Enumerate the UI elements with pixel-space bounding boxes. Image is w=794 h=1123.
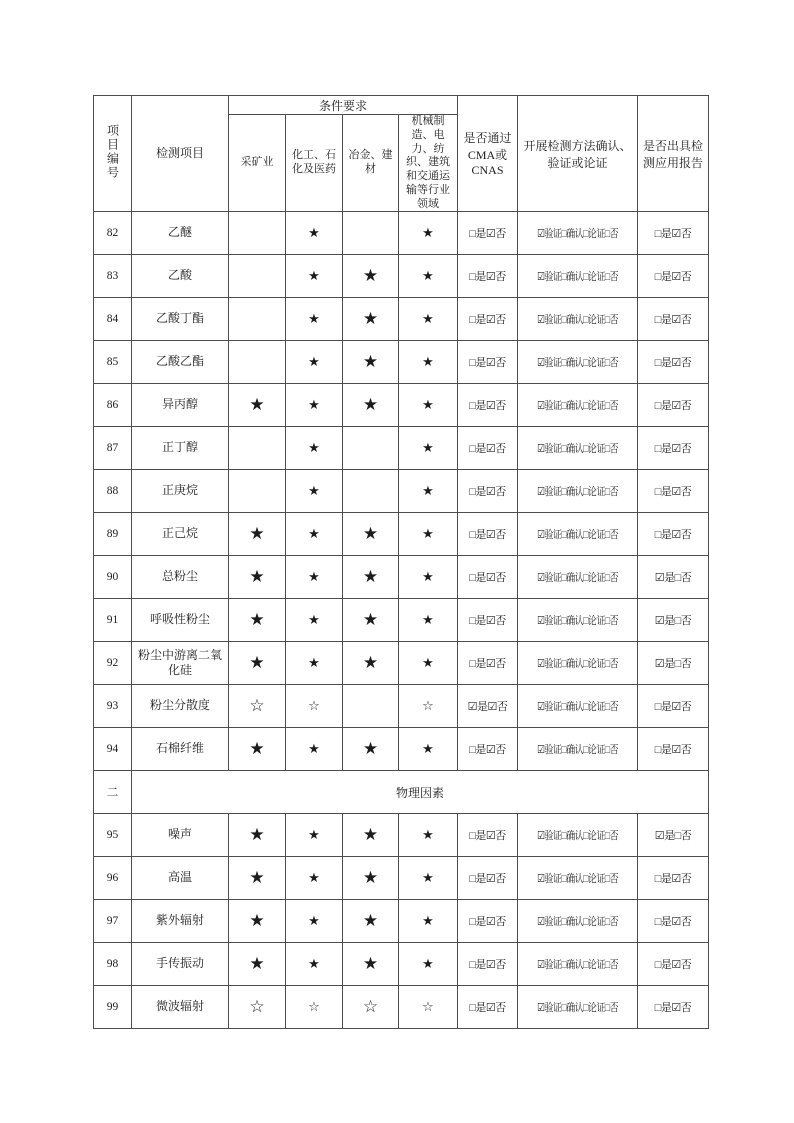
cell-industry-mining-star: ★ (229, 943, 286, 986)
cell-report-status: ☑是□否 (638, 556, 709, 599)
header-industry-metallurgy: 冶金、建材 (343, 115, 399, 212)
cell-report-status: □是☑否 (638, 857, 709, 900)
cell-method-status (518, 728, 638, 771)
cell-report-status: ☑是□否 (638, 642, 709, 685)
cell-project-no: 89 (94, 513, 132, 556)
cell-industry-mining-star: ★ (229, 642, 286, 685)
cell-project-no: 95 (94, 814, 132, 857)
cell-detection-item: 乙醚 (132, 212, 229, 255)
cell-cma-status: □是☑否 (458, 384, 518, 427)
cell-industry-machinery-star: ★ (399, 642, 458, 685)
cell-project-no: 90 (94, 556, 132, 599)
cell-project-no: 85 (94, 341, 132, 384)
cell-industry-mining-star (229, 470, 286, 513)
cell-method-status (518, 470, 638, 513)
cell-project-no: 97 (94, 900, 132, 943)
cell-cma-status: □是☑否 (458, 986, 518, 1029)
method-status-text: ☑验证□确认□论证□否 (536, 1002, 619, 1015)
table-row (94, 341, 709, 384)
cell-industry-mining-star: ☆ (229, 986, 286, 1029)
cell-report-status: □是☑否 (638, 728, 709, 771)
cell-industry-metallurgy-star (343, 685, 399, 728)
header-project-no (94, 96, 132, 212)
cell-project-no: 94 (94, 728, 132, 771)
method-status-text: ☑验证□确认□论证□否 (536, 830, 619, 843)
cell-method-status (518, 384, 638, 427)
cell-industry-metallurgy-star: ☆ (343, 986, 399, 1029)
table-row (94, 212, 709, 255)
header-industry-machinery: 机械制造、电力、纺织、建筑和交通运输等行业领域 (399, 115, 458, 212)
cell-project-no: 92 (94, 642, 132, 685)
cell-industry-metallurgy-star: ★ (343, 341, 399, 384)
cell-method-status (518, 599, 638, 642)
cell-report-status: □是☑否 (638, 470, 709, 513)
cell-detection-item: 石棉纤维 (132, 728, 229, 771)
cell-project-no: 84 (94, 298, 132, 341)
cell-industry-metallurgy-star: ★ (343, 599, 399, 642)
header-method-confirmation: 开展检测方法确认、验证或论证 (518, 96, 638, 212)
cell-method-status (518, 427, 638, 470)
table-row (94, 556, 709, 599)
cell-industry-metallurgy-star: ★ (343, 556, 399, 599)
cell-detection-item: 总粉尘 (132, 556, 229, 599)
cell-industry-machinery-star: ★ (399, 814, 458, 857)
section-row (94, 771, 709, 814)
cell-method-status (518, 642, 638, 685)
method-status-text: ☑验证□确认□论证□否 (536, 529, 619, 542)
cell-cma-status: □是☑否 (458, 900, 518, 943)
cell-report-status: ☑是□否 (638, 814, 709, 857)
cell-industry-chemical-star: ★ (286, 857, 343, 900)
cell-industry-machinery-star: ★ (399, 427, 458, 470)
cell-industry-chemical-star: ★ (286, 384, 343, 427)
table-row (94, 384, 709, 427)
cell-industry-chemical-star: ★ (286, 599, 343, 642)
cell-detection-item: 微波辐射 (132, 986, 229, 1029)
method-status-text: ☑验证□确认□论证□否 (536, 228, 619, 241)
cell-detection-item: 噪声 (132, 814, 229, 857)
cell-industry-metallurgy-star (343, 470, 399, 513)
cell-industry-machinery-star: ★ (399, 341, 458, 384)
cell-project-no: 98 (94, 943, 132, 986)
cell-cma-status: □是☑否 (458, 943, 518, 986)
cell-method-status (518, 298, 638, 341)
table-row (94, 642, 709, 685)
cell-report-status: □是☑否 (638, 943, 709, 986)
method-status-text: ☑验证□确认□论证□否 (536, 314, 619, 327)
header-row-top (94, 96, 709, 115)
table-row (94, 900, 709, 943)
cell-industry-metallurgy-star: ★ (343, 857, 399, 900)
cell-industry-mining-star (229, 255, 286, 298)
cell-industry-metallurgy-star: ★ (343, 900, 399, 943)
cell-method-status (518, 556, 638, 599)
cell-project-no: 83 (94, 255, 132, 298)
table-row (94, 513, 709, 556)
method-status-text: ☑验证□确认□论证□否 (536, 916, 619, 929)
method-status-text: ☑验证□确认□论证□否 (536, 615, 619, 628)
cell-project-no: 91 (94, 599, 132, 642)
cell-industry-chemical-star: ★ (286, 943, 343, 986)
cell-method-status (518, 341, 638, 384)
cell-detection-item: 乙酸乙酯 (132, 341, 229, 384)
cell-industry-machinery-star: ★ (399, 599, 458, 642)
cell-industry-metallurgy-star: ★ (343, 728, 399, 771)
cell-industry-chemical-star: ★ (286, 642, 343, 685)
cell-industry-mining-star: ★ (229, 728, 286, 771)
table-row (94, 728, 709, 771)
cell-cma-status: □是☑否 (458, 298, 518, 341)
cell-industry-chemical-star: ★ (286, 212, 343, 255)
cell-cma-status: □是☑否 (458, 599, 518, 642)
table-row (94, 599, 709, 642)
cell-detection-item: 正己烷 (132, 513, 229, 556)
cell-detection-item: 乙酸丁酯 (132, 298, 229, 341)
method-status-text: ☑验证□确认□论证□否 (536, 400, 619, 413)
cell-industry-machinery-star: ★ (399, 556, 458, 599)
detection-capability-table (93, 95, 709, 1029)
header-industry-chemical: 化工、石化及医药 (286, 115, 343, 212)
cell-report-status: □是☑否 (638, 255, 709, 298)
cell-project-no: 86 (94, 384, 132, 427)
cell-industry-metallurgy-star (343, 427, 399, 470)
cell-project-no: 96 (94, 857, 132, 900)
header-detection-item: 检测项目 (132, 96, 229, 212)
cell-project-no: 87 (94, 427, 132, 470)
cell-cma-status: □是☑否 (458, 212, 518, 255)
cell-industry-mining-star (229, 298, 286, 341)
cell-cma-status: □是☑否 (458, 556, 518, 599)
cell-industry-machinery-star: ★ (399, 212, 458, 255)
cell-detection-item: 正庚烷 (132, 470, 229, 513)
cell-industry-machinery-star: ★ (399, 470, 458, 513)
table-row (94, 857, 709, 900)
cell-cma-status: □是☑否 (458, 513, 518, 556)
cell-report-status: □是☑否 (638, 384, 709, 427)
table-row (94, 470, 709, 513)
cell-industry-chemical-star: ★ (286, 814, 343, 857)
cell-method-status (518, 814, 638, 857)
cell-detection-item: 粉尘分散度 (132, 685, 229, 728)
header-condition-group: 条件要求 (229, 96, 458, 115)
method-status-text: ☑验证□确认□论证□否 (536, 959, 619, 972)
header-application-report: 是否出具检测应用报告 (638, 96, 709, 212)
cell-industry-machinery-star: ★ (399, 298, 458, 341)
cell-section-label: 物理因素 (132, 771, 709, 814)
cell-industry-mining-star: ☆ (229, 685, 286, 728)
cell-industry-metallurgy-star: ★ (343, 255, 399, 298)
cell-detection-item: 粉尘中游离二氧化硅 (132, 642, 229, 685)
cell-detection-item: 紫外辐射 (132, 900, 229, 943)
cell-detection-item: 高温 (132, 857, 229, 900)
cell-method-status (518, 943, 638, 986)
cell-project-no: 93 (94, 685, 132, 728)
cell-industry-mining-star (229, 212, 286, 255)
cell-detection-item: 呼吸性粉尘 (132, 599, 229, 642)
cell-method-status (518, 857, 638, 900)
cell-cma-status: □是☑否 (458, 255, 518, 298)
cell-industry-metallurgy-star: ★ (343, 814, 399, 857)
cell-method-status (518, 513, 638, 556)
cell-industry-chemical-star: ★ (286, 728, 343, 771)
cell-project-no: 82 (94, 212, 132, 255)
table-row (94, 255, 709, 298)
cell-cma-status: □是☑否 (458, 728, 518, 771)
cell-cma-status: □是☑否 (458, 642, 518, 685)
cell-cma-status: □是☑否 (458, 857, 518, 900)
cell-industry-mining-star: ★ (229, 384, 286, 427)
cell-industry-mining-star: ★ (229, 513, 286, 556)
table-row (94, 298, 709, 341)
cell-detection-item: 正丁醇 (132, 427, 229, 470)
cell-industry-chemical-star: ★ (286, 470, 343, 513)
cell-industry-machinery-star: ★ (399, 384, 458, 427)
cell-industry-chemical-star: ★ (286, 513, 343, 556)
cell-industry-chemical-star: ☆ (286, 685, 343, 728)
method-status-text: ☑验证□确认□论证□否 (536, 357, 619, 370)
table-row (94, 814, 709, 857)
method-status-text: ☑验证□确认□论证□否 (536, 271, 619, 284)
cell-industry-mining-star: ★ (229, 599, 286, 642)
cell-industry-machinery-star: ☆ (399, 986, 458, 1029)
method-status-text: ☑验证□确认□论证□否 (536, 701, 619, 714)
cell-industry-metallurgy-star: ★ (343, 513, 399, 556)
cell-cma-status: □是☑否 (458, 470, 518, 513)
cell-report-status: □是☑否 (638, 900, 709, 943)
cell-project-no: 88 (94, 470, 132, 513)
method-status-text: ☑验证□确认□论证□否 (536, 744, 619, 757)
table-row (94, 986, 709, 1029)
header-cma-cnas: 是否通过CMA或CNAS (458, 96, 518, 212)
cell-cma-status: ☑是☑否 (458, 685, 518, 728)
cell-industry-machinery-star: ★ (399, 513, 458, 556)
table-row (94, 943, 709, 986)
header-project-no-label: 项目编号 (105, 123, 120, 180)
cell-industry-machinery-star: ★ (399, 943, 458, 986)
cell-industry-mining-star: ★ (229, 900, 286, 943)
cell-industry-chemical-star: ★ (286, 298, 343, 341)
cell-project-no: 99 (94, 986, 132, 1029)
cell-industry-chemical-star: ☆ (286, 986, 343, 1029)
cell-industry-chemical-star: ★ (286, 341, 343, 384)
cell-industry-machinery-star: ★ (399, 728, 458, 771)
cell-industry-mining-star: ★ (229, 556, 286, 599)
cell-report-status: □是☑否 (638, 986, 709, 1029)
method-status-text: ☑验证□确认□论证□否 (536, 572, 619, 585)
method-status-text: ☑验证□确认□论证□否 (536, 443, 619, 456)
cell-industry-machinery-star: ★ (399, 900, 458, 943)
method-status-text: ☑验证□确认□论证□否 (536, 658, 619, 671)
cell-industry-metallurgy-star: ★ (343, 298, 399, 341)
cell-industry-metallurgy-star: ★ (343, 943, 399, 986)
cell-report-status: □是☑否 (638, 341, 709, 384)
cell-report-status: □是☑否 (638, 685, 709, 728)
cell-method-status (518, 255, 638, 298)
cell-report-status: □是☑否 (638, 212, 709, 255)
cell-industry-mining-star (229, 427, 286, 470)
cell-report-status: □是☑否 (638, 427, 709, 470)
cell-industry-mining-star (229, 341, 286, 384)
cell-industry-machinery-star: ★ (399, 857, 458, 900)
cell-cma-status: □是☑否 (458, 814, 518, 857)
cell-report-status: ☑是□否 (638, 599, 709, 642)
cell-method-status (518, 685, 638, 728)
cell-cma-status: □是☑否 (458, 341, 518, 384)
cell-industry-mining-star: ★ (229, 857, 286, 900)
table-row (94, 427, 709, 470)
cell-industry-chemical-star: ★ (286, 255, 343, 298)
cell-method-status (518, 900, 638, 943)
cell-method-status (518, 986, 638, 1029)
cell-industry-chemical-star: ★ (286, 427, 343, 470)
method-status-text: ☑验证□确认□论证□否 (536, 486, 619, 499)
cell-cma-status: □是☑否 (458, 427, 518, 470)
cell-industry-chemical-star: ★ (286, 900, 343, 943)
cell-section-no: 二 (94, 771, 132, 814)
cell-industry-metallurgy-star: ★ (343, 384, 399, 427)
table-row (94, 685, 709, 728)
cell-industry-chemical-star: ★ (286, 556, 343, 599)
cell-report-status: □是☑否 (638, 513, 709, 556)
cell-report-status: □是☑否 (638, 298, 709, 341)
cell-detection-item: 异丙醇 (132, 384, 229, 427)
cell-industry-machinery-star: ☆ (399, 685, 458, 728)
cell-industry-metallurgy-star: ★ (343, 642, 399, 685)
cell-method-status (518, 212, 638, 255)
cell-industry-machinery-star: ★ (399, 255, 458, 298)
cell-detection-item: 手传振动 (132, 943, 229, 986)
header-industry-mining: 采矿业 (229, 115, 286, 212)
cell-detection-item: 乙酸 (132, 255, 229, 298)
method-status-text: ☑验证□确认□论证□否 (536, 873, 619, 886)
cell-industry-metallurgy-star (343, 212, 399, 255)
cell-industry-mining-star: ★ (229, 814, 286, 857)
